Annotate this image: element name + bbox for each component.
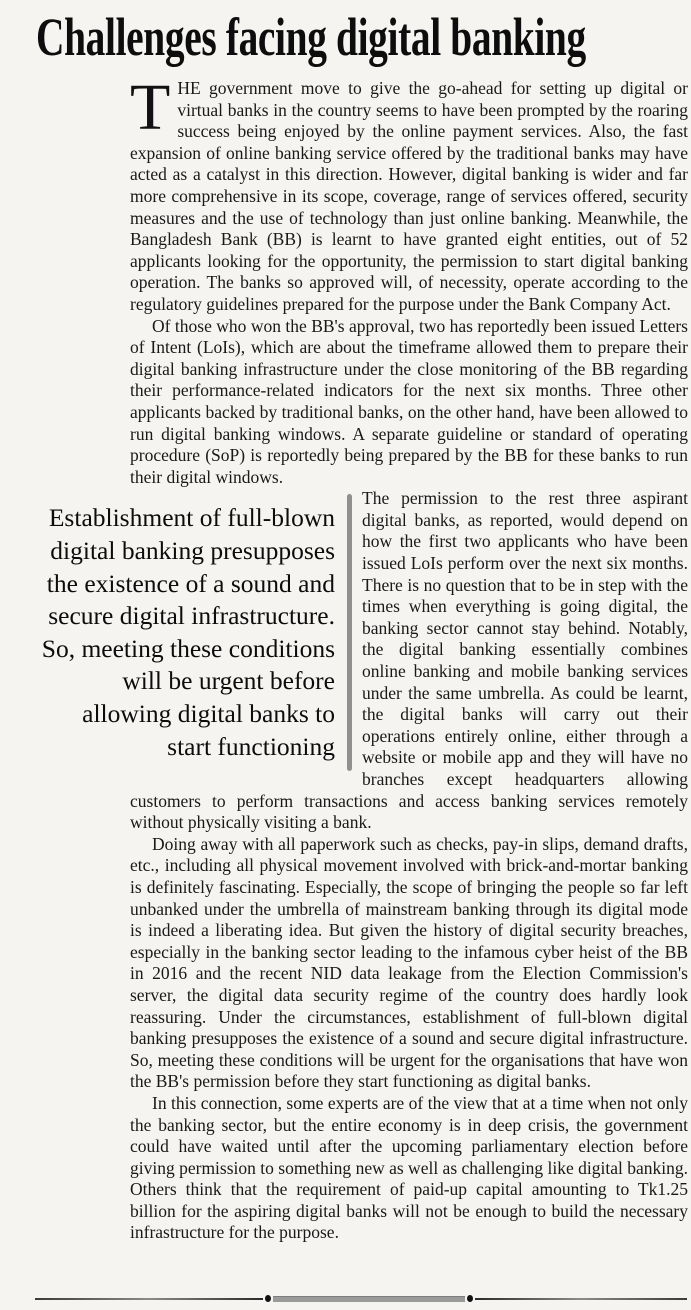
divider-dot-right — [467, 1295, 473, 1302]
paragraph-4: In this connection, some experts are of the view that at a time when not only the banking sector, but the entire economy is in deep crisis, the government could have waited until after the upcoming parliamentary election before giving permission to something new as well as challenging like digital banking. Others think that the requirement of paid-up capital amounting to Tk1.25 billion for the aspiring digital banks will not be enough to build the necessary infrastructure for the purpose. — [130, 1092, 688, 1243]
bottom-divider — [35, 1295, 687, 1302]
paragraph-2-text-b: The permission to the rest three aspirant digital banks, as reported, would depend on how the first two applicants who have been issued LoIs perform over the next six months. There is no question that to be in step with the times when everything is going digital, the banking sector cannot stay behind. Notably, the digital banking essentially combines online banking and mobile banking services under the same umbrella. As could be learnt, the digital banks will carry out their operations entirely online, either through a website or mobile app and they will have no branches except headquarters allowing customers to perform transactions and access banking services remotely without physically visiting a bank. — [130, 488, 688, 833]
divider-line-left — [35, 1298, 263, 1300]
pull-quote — [35, 494, 352, 771]
divider-bar-center — [273, 1296, 465, 1302]
paragraph-1-text: HE government move to give the go-ahead for setting up digital or virtual banks in the country seems to have been prompted by the roaring success being enjoyed by the online payment services. Also, the fast expansion of online banking service offered by the traditional banks may have acted as a catalyst in this direction. However, digital banking is wider and far more comprehensive in its scope, coverage, range of services offered, security measures and the use of technology than just online banking. Meanwhile, the Bangladesh Bank (BB) is learnt to have granted eight entities, out of 52 applicants looking for the opportunity, the permission to start digital banking operation. The banks so approved will, of necessity, operate according to the regulatory guidelines prepared for the purpose under the Bank Company Act. — [130, 78, 688, 314]
article-headline: Challenges facing digital banking — [36, 7, 586, 67]
drop-cap: T — [130, 71, 171, 144]
paragraph-2 — [130, 316, 688, 489]
paragraph-1 — [130, 71, 688, 316]
pull-quote-rule — [347, 494, 352, 771]
paragraph-2-text-a: Of those who won the BB's approval, two has reportedly been issued Letters of Intent (LoIs), which are about the timeframe allowed them to prepare their digital banking infrastructure under the close monitoring of the BB regarding their performance-related indicators for the next six months. Three other applicants backed by traditional banks, on the other hand, have been allowed to run digital banking windows. A separate guideline or standard of operating procedure (SoP) is reportedly being prepared by the BB for these banks to run their digital windows. — [130, 315, 688, 487]
pull-quote-text: Establishment of full-blown digital banking presupposes the existence of a sound and secure digital infrastructure. So, meeting these conditions will be urgent before allowing digital banks to start functioning — [41, 503, 335, 761]
divider-dot-left — [265, 1295, 271, 1302]
divider-line-right — [475, 1298, 687, 1300]
paragraph-3: Doing away with all paperwork such as checks, pay-in slips, demand drafts, etc., including all physical movement involved with brick-and-mortar banking is definitely fascinating. Especially, the scope of bringing the people so far left unbanked under the umbrella of mainstream banking through its digital mode is indeed a liberating idea. But given the history of digital security breaches, especially in the banking sector leading to the infamous cyber heist of the BB in 2016 and the recent NID data leakage from the Election Commission's server, the digital data security regime of the country does hardly look reassuring. Under the circumstances, establishment of full-blown digital banking presupposes the existence of a sound and secure digital infrastructure. So, meeting these conditions will be urgent for the organisations that have won the BB's permission before they start functioning as digital banks. — [130, 833, 688, 1092]
article-body — [41, 71, 688, 1244]
